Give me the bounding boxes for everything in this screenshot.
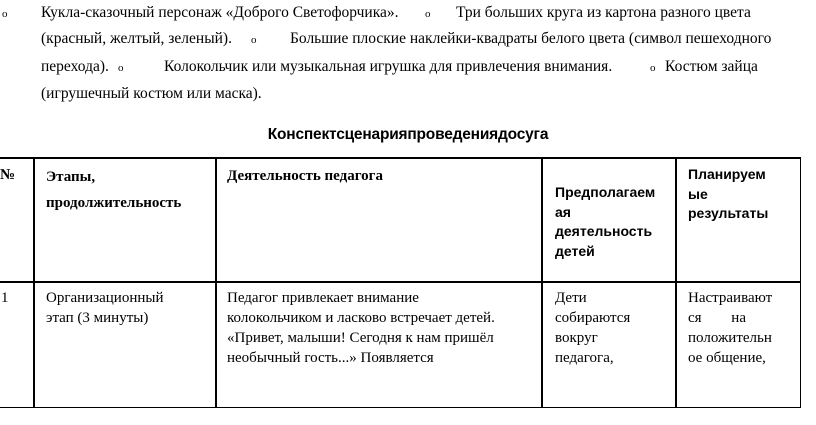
material-circles: Три больших круга из картона разного цвета xyxy=(456,4,751,21)
header-results: Планируем ые результаты xyxy=(688,166,769,221)
row-number: 1 xyxy=(1,290,9,306)
header-stages: Этапы, продолжительность xyxy=(46,169,182,211)
material-bell: Колокольчик или музыкальная игрушка для привлечения внимания. xyxy=(164,58,613,75)
table-border-top xyxy=(0,157,801,159)
table-col-divider xyxy=(675,157,677,408)
table-col-divider xyxy=(215,157,217,408)
material-stickers-cont: перехода). xyxy=(41,58,109,75)
children-activity-cell: Дети собираются вокруг педагога, xyxy=(555,290,631,366)
material-costume-cont: (игрушечный костюм или маска). xyxy=(41,85,262,102)
material-costume: Костюм зайца xyxy=(665,58,758,75)
scenario-table xyxy=(0,157,801,408)
table-border-bottom xyxy=(0,407,801,409)
material-stickers: Большие плоские наклейки-квадраты белого цвета (символ пешеходного xyxy=(290,30,772,47)
table-col-divider xyxy=(33,157,35,408)
section-title: Конспектсценарияпроведениядосуга xyxy=(267,126,549,143)
header-teacher-activity: Деятельность педагога xyxy=(227,168,383,184)
bullet-icon: o xyxy=(650,62,656,74)
material-doll: Кукла-сказочный персонаж «Доброго Светофорчика». xyxy=(41,4,399,21)
table-col-divider xyxy=(541,157,543,408)
bullet-icon: o xyxy=(118,62,124,74)
stage-cell: Организационный этап (3 минуты) xyxy=(46,290,164,326)
header-children-activity: Предполагаем ая деятельность детей xyxy=(555,184,656,259)
results-cell: Настраивают ся на положительн ое общение, xyxy=(688,290,773,366)
bullet-icon: o xyxy=(251,34,257,46)
bullet-icon: o xyxy=(2,8,8,20)
material-circles-colors: (красный, желтый, зеленый). xyxy=(41,30,232,47)
header-number: № xyxy=(0,167,16,183)
bullet-icon: o xyxy=(425,8,431,20)
teacher-activity-cell: Педагог привлекает внимание колокольчиком и ласково встречает детей. «Привет, малыши! Сегодня к нам пришёл необычный гость...» Появляется xyxy=(227,290,495,366)
table-row-divider xyxy=(0,281,801,283)
table-border-right xyxy=(800,157,802,408)
